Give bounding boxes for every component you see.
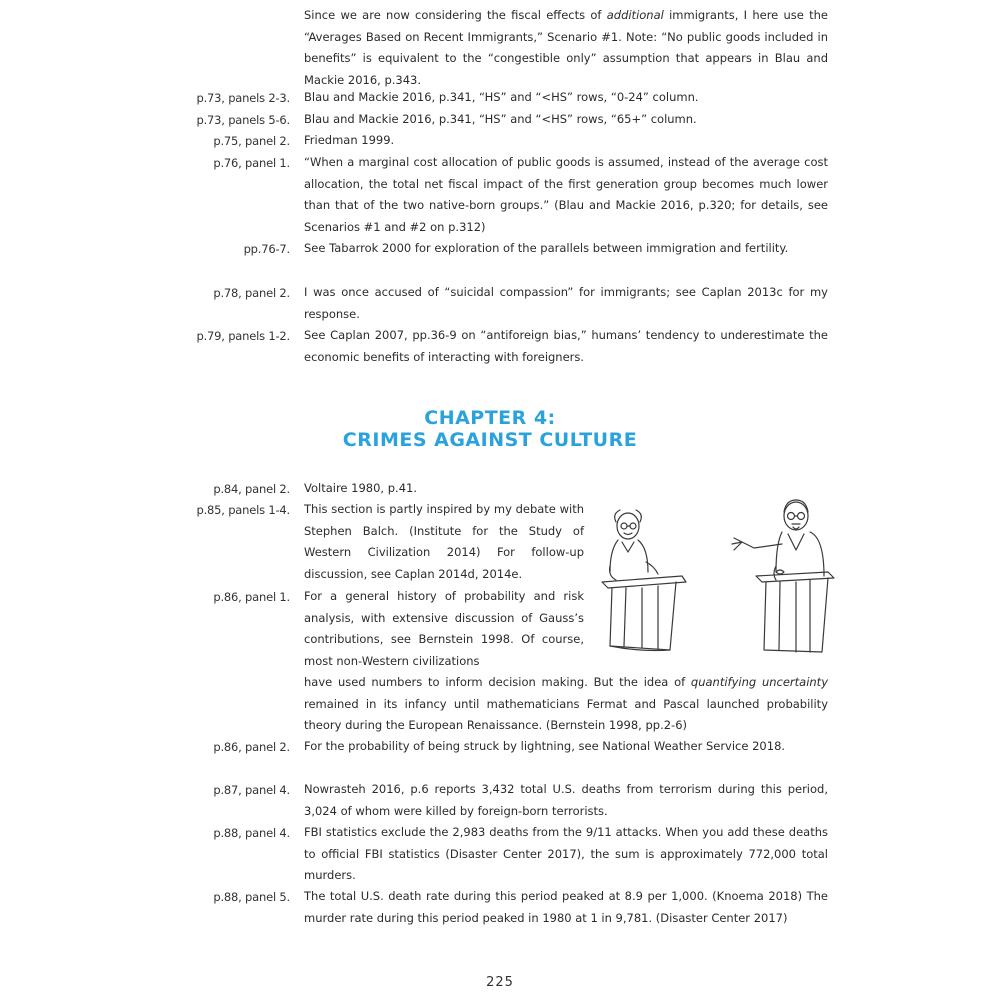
note-text-c: remained in its infancy until mathematicians Fermat and Pascal launched probability theory during the European Renaissance. (Bernstein 1998, pp.2-6) [304, 696, 828, 732]
debate-podiums-illustration [596, 496, 842, 662]
note-reference: p.87, panel 4. [213, 783, 290, 797]
note-text: See Caplan 2007, pp.36-9 on “antiforeign bias,” humans’ tendency to underestimate the economic benefits of interacting with foreigners. [304, 328, 828, 364]
note-intro-text-b: immigrants, I here use the “Averages Based on Recent Immigrants,” Scenario #1. Note: “No public goods included in benefits” is equivalent to the “congestible only” assumption that appears in Blau and Mackie 2016, p.343. [304, 8, 828, 87]
note-text-continued [304, 672, 828, 737]
chapter-heading [0, 407, 1000, 451]
note-text: I was once accused of “suicidal compassion” for immigrants; see Caplan 2013c for my response. [304, 285, 828, 321]
note-text: The total U.S. death rate during this period peaked at 8.9 per 1,000. (Knoema 2018) The murder rate during this period peaked in 1980 at 1 in 9,781. (Disaster Center 2017) [304, 889, 828, 925]
note-text: Voltaire 1980, p.41. [304, 481, 417, 495]
note-reference: p.75, panel 2. [213, 134, 290, 148]
note-text: Blau and Mackie 2016, p.341, “HS” and “<HS” rows, “0-24” column. [304, 90, 699, 104]
left-podium [602, 576, 686, 651]
right-debater-figure [732, 500, 824, 580]
note-text: “When a marginal cost allocation of public goods is assumed, instead of the average cost allocation, the total net fiscal impact of the first generation group becomes much lower than that of the two native-born groups.” (Blau and Mackie 2016, p.320; for details, see Scenarios #1 and #2 on p.312) [304, 155, 828, 234]
note-reference: p.88, panel 5. [213, 890, 290, 904]
note-text-b: have used numbers to inform decision making. But the idea of [304, 675, 691, 689]
note-text: Friedman 1999. [304, 133, 395, 147]
note-text: This section is partly inspired by my debate with Stephen Balch. (Institute for the Study of Western Civilization 2014) For follow-up discussion, see Caplan 2014d, 2014e. [304, 502, 584, 581]
page-number: 225 [486, 975, 514, 990]
note-text: Blau and Mackie 2016, p.341, “HS” and “<HS” rows, “65+” column. [304, 112, 697, 126]
note-text: See Tabarrok 2000 for exploration of the parallels between immigration and fertility. [304, 241, 789, 255]
note-reference: p.79, panels 1-2. [196, 329, 290, 343]
note-intro-emphasis: additional [606, 8, 664, 22]
chapter-number: CHAPTER 4: [424, 407, 556, 429]
note-reference: p.73, panels 2-3. [196, 91, 290, 105]
note-reference: p.86, panel 1. [213, 590, 290, 604]
note-text: FBI statistics exclude the 2,983 deaths from the 9/11 attacks. When you add these deaths to official FBI statistics (Disaster Center 2017), the sum is approximately 772,000 total murders. [304, 825, 828, 882]
note-text: For a general history of probability and risk analysis, with extensive discussion of Gauss’s contributions, see Bernstein 1998. Of course, most non-Western civilizations [304, 589, 584, 668]
note-text: For the probability of being struck by lightning, see National Weather Service 2018. [304, 739, 786, 753]
note-reference: p.78, panel 2. [213, 286, 290, 300]
note-reference: p.76, panel 1. [213, 156, 290, 170]
note-reference: p.73, panels 5-6. [196, 113, 290, 127]
note-reference: pp.76-7. [243, 242, 290, 256]
note-reference: p.88, panel 4. [213, 826, 290, 840]
left-debater-figure [610, 510, 658, 580]
chapter-title: CRIMES AGAINST CULTURE [342, 429, 638, 451]
note-reference: p.85, panels 1-4. [196, 503, 290, 517]
note-text: Nowrasteh 2016, p.6 reports 3,432 total U.S. deaths from terrorism during this period, 3,024 of whom were killed by foreign-born terrorists. [304, 782, 828, 818]
note-emphasis: quantifying uncertainty [690, 675, 829, 689]
note-intro-text-a: Since we are now considering the fiscal effects of [304, 8, 607, 22]
right-podium [756, 570, 834, 652]
note-reference: p.84, panel 2. [213, 482, 290, 496]
note-reference: p.86, panel 2. [213, 740, 290, 754]
